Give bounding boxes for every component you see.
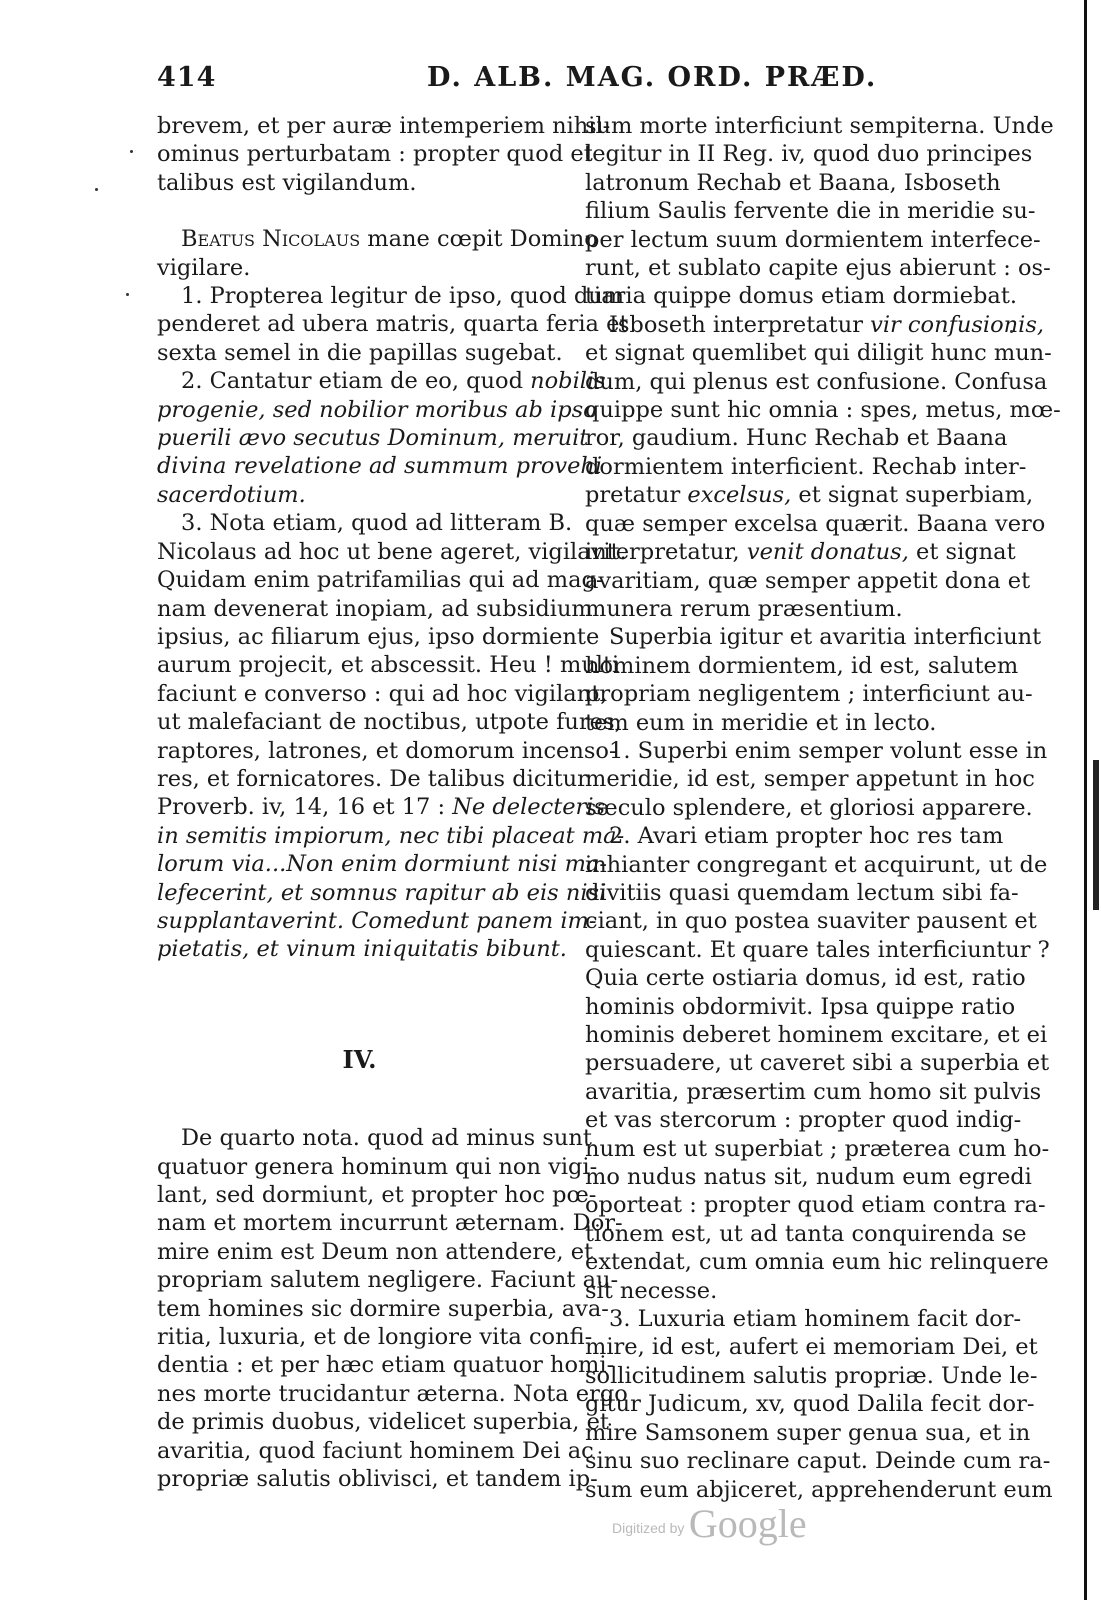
text-line: quiescant. Et quare tales interficiuntur ?	[585, 936, 1050, 963]
scan-speck	[95, 188, 98, 191]
text-run: Proverb. iv, 14, 16 et 17 :	[157, 794, 453, 821]
text-line: 2. Avari etiam propter hoc res tam	[609, 823, 1004, 850]
paragraph	[157, 509, 627, 964]
text-run: et signat	[908, 539, 1016, 566]
text-line: propriæ salutis oblivisci, et tandem ip-	[157, 1466, 598, 1493]
running-title: D. ALB. MAG. ORD. PRÆD.	[427, 62, 878, 93]
text-line: vigilare.	[157, 254, 251, 281]
text-line: dormientem interficient. Rechab inter-	[585, 453, 1027, 480]
italic-run: excelsus,	[687, 482, 792, 509]
text-line: per lectum suum dormientem interfece-	[585, 226, 1041, 253]
paragraph	[585, 737, 1048, 822]
text-line: tiaria quippe domus etiam dormiebat.	[585, 283, 1018, 310]
text-line: mire, id est, aufert ei memoriam Dei, et	[585, 1334, 1038, 1361]
text-run: Isboseth interpretatur	[609, 311, 871, 338]
text-line	[157, 367, 606, 395]
italic-run: nobilis	[530, 368, 606, 395]
text-line: latronum Rechab et Baana, Isboseth	[585, 169, 1001, 196]
text-line: avaritia, quod faciunt hominem Dei ac	[157, 1437, 594, 1464]
text-line: ritia, luxuria, et de longiore vita confi-	[157, 1324, 593, 1351]
italic-run: vir confusionis,	[870, 311, 1045, 338]
paragraph	[585, 311, 1061, 623]
italic-line: puerili ævo secutus Dominum, meruit	[157, 425, 589, 452]
text-line: runt, et sublato capite ejus abierunt : os-	[585, 255, 1051, 282]
text-line: sexta semel in die papillas sugebat.	[157, 339, 563, 366]
text-line: et vas stercorum : propter quod indig-	[585, 1107, 1022, 1134]
text-line: faciunt e converso : qui ad hoc vigilant,	[157, 680, 608, 707]
text-line	[157, 793, 606, 821]
text-line: persuadere, ut caveret sibi a superbia et	[585, 1050, 1050, 1077]
left-column	[157, 112, 629, 1493]
text-line: nam devenerat inopiam, ad subsidium	[157, 595, 593, 622]
text-line: sit necesse.	[585, 1277, 718, 1304]
text-line: lant, sed dormiunt, et propter hoc pœ-	[157, 1182, 597, 1208]
text-line: dum, qui plenus est confusione. Confusa	[585, 368, 1048, 395]
italic-line: lorum via...Non enim dormiunt nisi ma-	[157, 851, 607, 878]
text-line: hominis obdormivit. Ipsa quippe ratio	[585, 993, 1016, 1020]
text-line: avaritiam, quæ semper appetit dona et	[585, 567, 1031, 594]
italic-line: supplantaverint. Comedunt panem im-	[157, 907, 597, 934]
section-heading: IV.	[342, 1044, 377, 1074]
scan-speck	[130, 150, 133, 153]
page-number: 414	[157, 62, 217, 93]
text-line: num est ut superbiat ; præterea cum ho-	[585, 1135, 1050, 1162]
paragraph	[585, 623, 1042, 737]
scan-border-mark	[1093, 760, 1099, 910]
text-line: sum morte interficiunt sempiterna. Unde	[585, 113, 1054, 139]
text-line: quatuor genera hominum qui non vigi-	[157, 1153, 598, 1180]
text-line: sollicitudinem salutis propriæ. Unde le-	[585, 1362, 1038, 1389]
text-line: quæ semper excelsa quærit. Baana vero	[585, 510, 1046, 537]
text-line: 3. Nota etiam, quod ad litteram B.	[181, 510, 573, 537]
text-line: de primis duobus, videlicet superbia, et	[157, 1409, 609, 1436]
text-line: talibus est vigilandum.	[157, 169, 417, 196]
italic-line: in semitis impiorum, nec tibi placeat ma-	[157, 822, 625, 849]
text-run: pretatur	[585, 482, 688, 509]
text-line: tem homines sic dormire superbia, ava-	[157, 1295, 609, 1322]
text-line: gitur Judicum, xv, quod Dalila fecit dor-	[585, 1391, 1035, 1418]
text-line: De quarto nota. quod ad minus sunt	[181, 1125, 592, 1152]
text-line: ipsius, ac filiarum ejus, ipso dormiente	[157, 623, 600, 650]
text-line	[585, 311, 1045, 339]
text-run: mane cœpit Domino	[360, 226, 598, 253]
text-line: 3. Luxuria etiam hominem facit dor-	[609, 1306, 1022, 1333]
text-line: sinu suo reclinare caput. Deinde cum ra-	[585, 1448, 1051, 1475]
text-line: brevem, et per auræ intemperiem nihil-	[157, 113, 611, 139]
text-line: mo nudus natus sit, nudum eum egredi	[585, 1164, 1032, 1191]
saint-name: Beatus Nicolaus	[181, 226, 361, 253]
text-line: Quidam enim patrifamilias qui ad mag-	[157, 567, 604, 594]
text-line: dentia : et per hæc etiam quatuor homi-	[157, 1352, 615, 1379]
text-line: meridie, id est, semper appetunt in hoc	[585, 766, 1035, 793]
text-line: Nicolaus ad hoc ut bene ageret, vigilavit.	[157, 538, 627, 565]
paragraph	[157, 1124, 628, 1493]
italic-line: progenie, sed nobilior moribus ab ipso	[157, 396, 597, 423]
text-line: divitiis quasi quemdam lectum sibi fa-	[585, 879, 1019, 906]
text-line: avaritia, præsertim cum homo sit pulvis	[585, 1078, 1042, 1105]
text-run: et signat superbiam,	[791, 482, 1034, 509]
text-line: mire enim est Deum non attendere, et	[157, 1238, 594, 1265]
text-line: hominem dormientem, id est, salutem	[585, 652, 1019, 679]
scan-border-line	[1084, 0, 1087, 1600]
paragraph	[157, 225, 598, 282]
paragraph	[585, 1305, 1053, 1504]
text-line: sæculo splendere, et gloriosi apparere.	[585, 794, 1033, 821]
paragraph	[157, 112, 611, 197]
scan-speck	[126, 293, 129, 296]
page-header	[157, 62, 990, 102]
text-line: sum eum abjiceret, apprehenderunt eum	[585, 1476, 1053, 1503]
right-column	[585, 112, 1061, 1504]
text-line: Superbia igitur et avaritia interficiunt	[609, 624, 1042, 651]
text-line: extendat, cum omnia eum hic relinquere	[585, 1249, 1049, 1276]
text-line: propriam salutem negligere. Faciunt au-	[157, 1267, 619, 1294]
text-line: ciant, in quo postea suaviter pausent et	[585, 908, 1037, 935]
text-line: quippe sunt hic omnia : spes, metus, mœ-	[585, 397, 1061, 424]
italic-run: venit donatus,	[746, 539, 909, 566]
watermark-prefix: Digitized by	[612, 1520, 685, 1536]
text-line: tionem est, ut ad tanta conquirenda se	[585, 1220, 1027, 1247]
text-line: 1. Superbi enim semper volunt esse in	[609, 737, 1048, 764]
text-line: propriam negligentem ; interficiunt au-	[585, 681, 1033, 708]
google-logo: Google	[688, 1501, 807, 1546]
text-line: oporteat : propter quod etiam contra ra-	[585, 1192, 1046, 1219]
text-line: munera rerum præsentium.	[585, 595, 903, 622]
text-line: aurum projecit, et abscessit. Heu ! multi	[157, 652, 620, 679]
digitized-watermark	[612, 1500, 807, 1547]
text-line: inhianter congregant et acquirunt, ut de	[585, 851, 1048, 878]
text-line: res, et fornicatores. De talibus dicitur	[157, 765, 588, 792]
text-line: penderet ad ubera matris, quarta feria et	[157, 311, 629, 338]
italic-run: Ne delecteris	[452, 794, 606, 821]
text-line: ror, gaudium. Hunc Rechab et Baana	[585, 425, 1008, 452]
italic-line: pietatis, et vinum iniquitatis bibunt.	[157, 936, 567, 963]
paragraph	[585, 112, 1054, 311]
text-line: raptores, latrones, et domorum incenso-	[157, 737, 617, 764]
text-line	[157, 225, 598, 253]
text-line: nes morte trucidantur æterna. Nota ergo	[157, 1380, 628, 1407]
text-line: ut malefaciant de noctibus, utpote fures,	[157, 709, 622, 736]
paragraph	[157, 282, 629, 367]
text-line: filium Saulis fervente die in meridie su-	[585, 198, 1036, 225]
italic-line: divina revelatione ad summum provehi	[157, 453, 603, 480]
text-line: et signat quemlibet qui diligit hunc mun-	[585, 340, 1052, 367]
text-line: hominis deberet hominem excitare, et ei	[585, 1022, 1048, 1048]
text-line	[585, 481, 1034, 509]
italic-line: sacerdotium.	[157, 481, 306, 508]
text-line	[585, 538, 1016, 566]
text-line: nam et mortem incurrunt æternam. Dor-	[157, 1210, 623, 1237]
text-line: mire Samsonem super genua sua, et in	[585, 1419, 1031, 1446]
text-run: interpretatur,	[585, 539, 747, 566]
paragraph	[157, 367, 606, 509]
text-line: 1. Propterea legitur de ipso, quod dum	[181, 283, 625, 310]
text-run: 2. Cantatur etiam de eo, quod	[181, 368, 531, 395]
text-line: tem eum in meridie et in lecto.	[585, 709, 937, 736]
text-line: legitur in II Reg. iv, quod duo principes	[585, 141, 1033, 168]
paragraph	[585, 822, 1050, 1305]
text-line: ominus perturbatam : propter quod et	[157, 141, 593, 168]
text-line: Quia certe ostiaria domus, id est, ratio	[585, 965, 1026, 992]
italic-line: lefecerint, et somnus rapitur ab eis nisi	[157, 879, 607, 906]
